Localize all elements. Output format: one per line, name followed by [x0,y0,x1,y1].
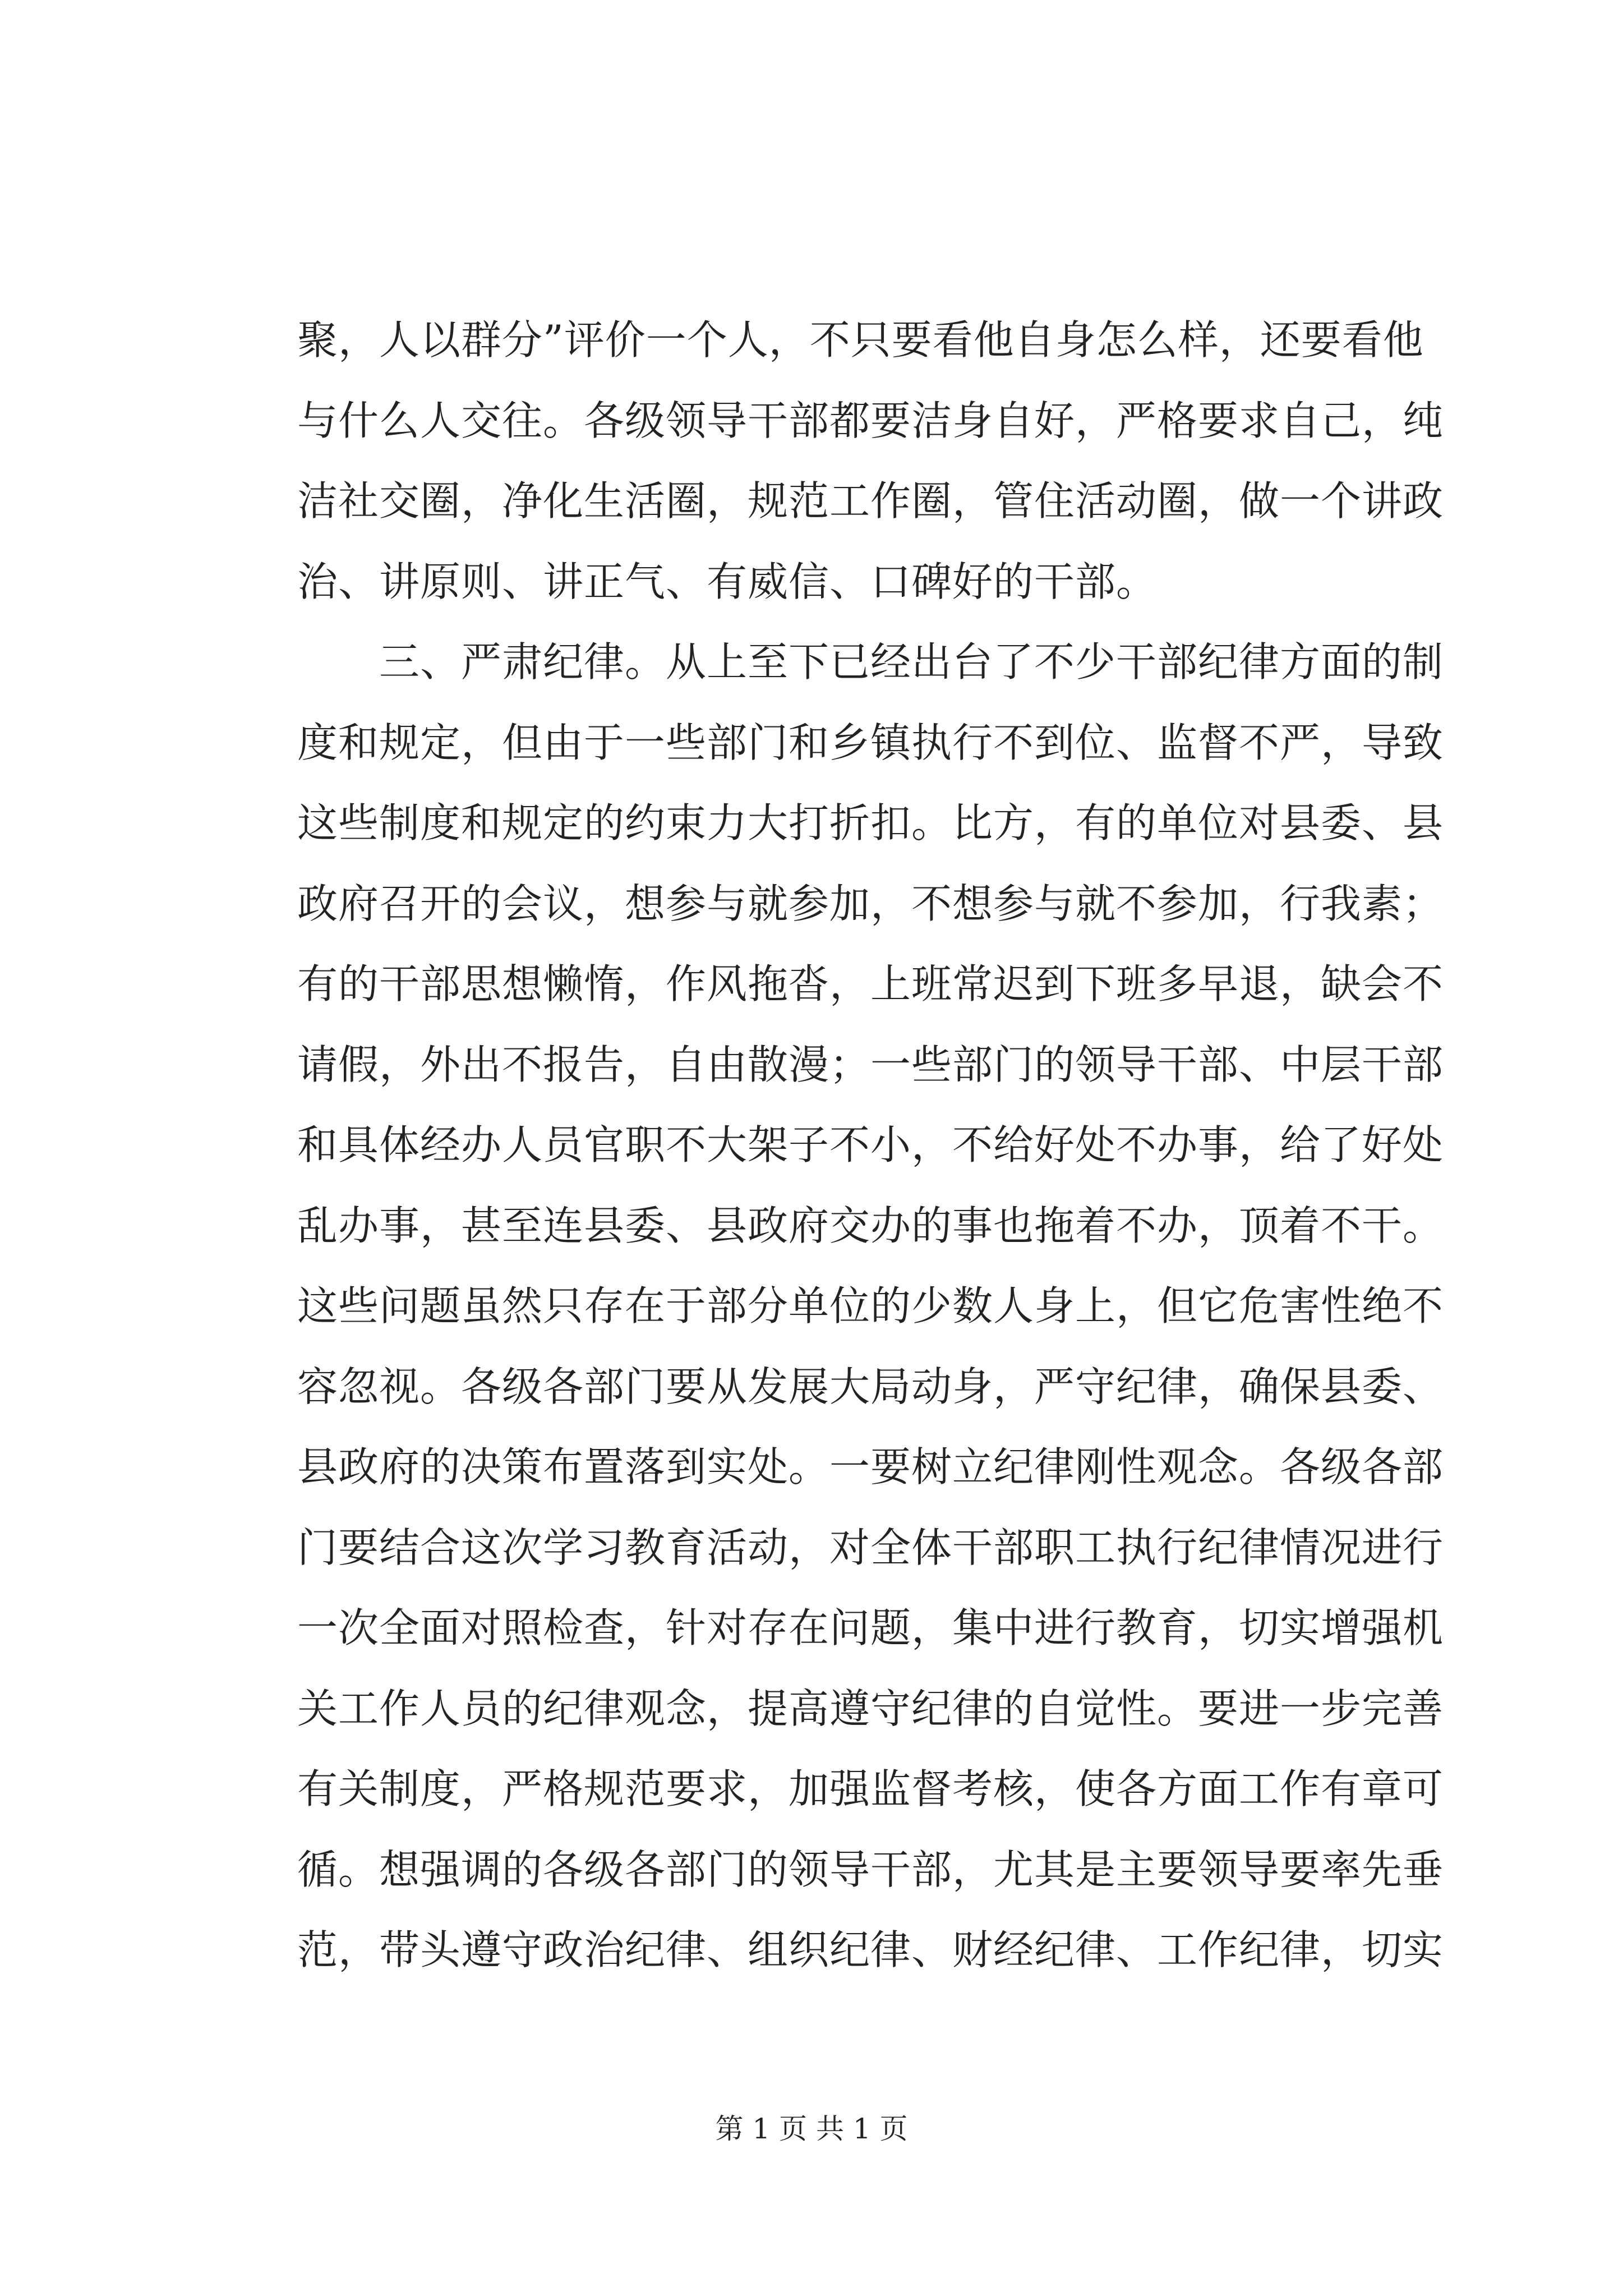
text-line: 政府召开的会议，想参与就参加，不想参与就不参加，行我素； [297,880,1444,927]
text-line: 关工作人员的纪律观念，提高遵守纪律的自觉性。要进一步完善 [297,1685,1444,1732]
text-line: 有关制度，严格规范要求，加强监督考核，使各方面工作有章可 [297,1765,1444,1812]
body-text [297,300,1444,1991]
text-line: 这些制度和规定的约束力大打折扣。比方，有的单位对县委、县 [297,799,1444,846]
text-line: 度和规定，但由于一些部门和乡镇执行不到位、监督不严，导致 [297,719,1444,766]
text-line: 洁社交圈，净化生活圈，规范工作圈，管住活动圈，做一个讲政 [297,477,1444,524]
text-line: 三、严肃纪律。从上至下已经出台了不少干部纪律方面的制 [379,638,1444,685]
text-line: 请假，外出不报告，自由散漫；一些部门的领导干部、中层干部 [297,1041,1444,1088]
text-line: 乱办事，甚至连县委、县政府交办的事也拖着不办，顶着不干。 [297,1202,1444,1249]
text-line: 治、讲原则、讲正气、有威信、口碑好的干部。 [297,558,1158,605]
text-line: 范，带头遵守政治纪律、组织纪律、财经纪律、工作纪律，切实 [297,1926,1444,1973]
text-line: 与什么人交往。各级领导干部都要洁身自好，严格要求自己，纯 [297,397,1444,444]
text-line: 这些问题虽然只存在于部分单位的少数人身上，但它危害性绝不 [297,1282,1444,1329]
text-line: 门要结合这次学习教育活动，对全体干部职工执行纪律情况进行 [297,1524,1444,1571]
text-line: 一次全面对照检查，针对存在问题，集中进行教育，切实增强机 [297,1604,1444,1651]
text-line: 容忽视。各级各部门要从发展大局动身，严守纪律，确保县委、 [297,1363,1444,1410]
page-number-footer: 第 1 页 共 1 页 [715,2113,908,2145]
text-line: 循。想强调的各级各部门的领导干部，尤其是主要领导要率先垂 [297,1846,1444,1893]
text-line: 聚，人以群分”评价一个人，不只要看他自身怎么样，还要看他 [297,316,1424,364]
text-line: 和具体经办人员官职不大架子不小，不给好处不办事，给了好处 [297,1121,1444,1168]
text-line: 有的干部思想懒惰，作风拖沓，上班常迟到下班多早退，缺会不 [297,960,1444,1007]
text-line: 县政府的决策布置落到实处。一要树立纪律刚性观念。各级各部 [297,1443,1444,1490]
